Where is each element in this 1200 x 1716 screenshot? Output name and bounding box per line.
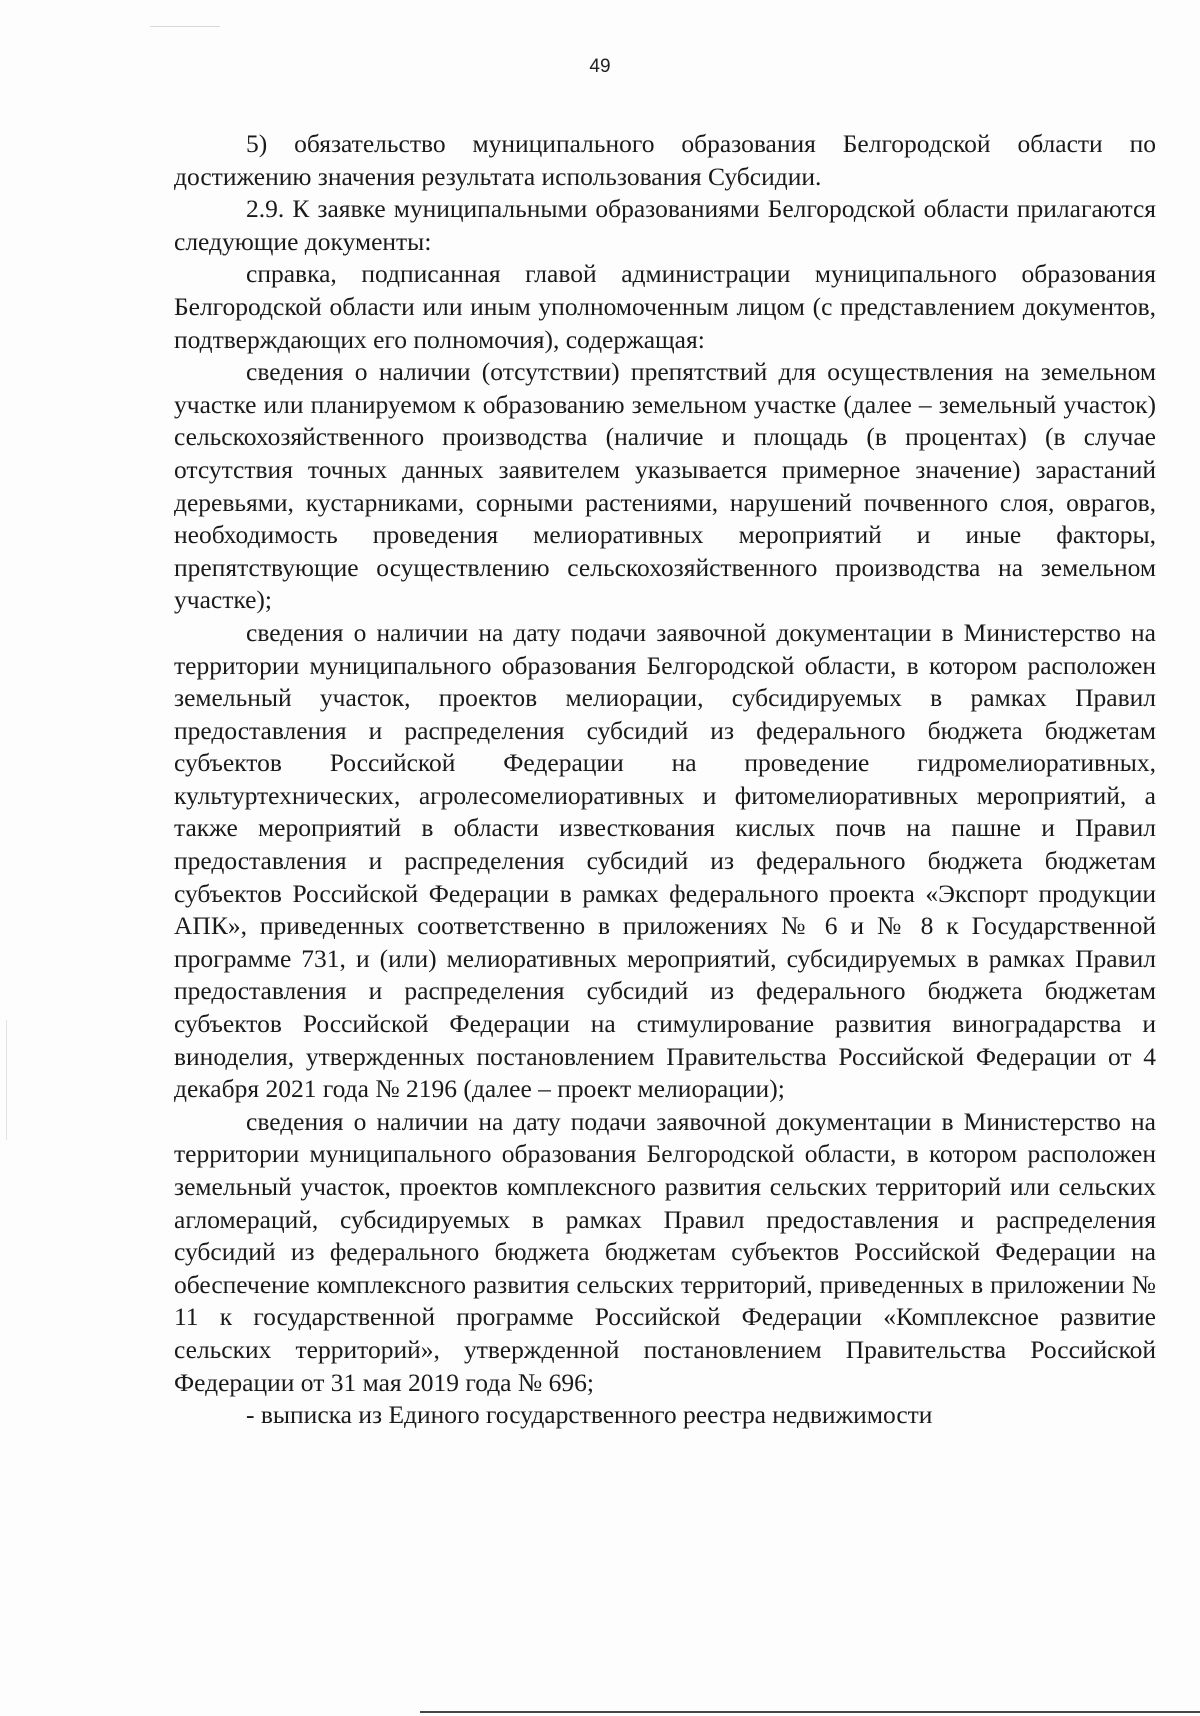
paragraph-melioration-projects: сведения о наличии на дату подачи заявочной документации в Министерство на территории муниципального образования Белгородской области, в котором расположен земельный участок, проектов мелиорации, субсидируемых в рамках Правил предоставления и распределения субсидий из федерального бюджета бюджетам субъектов Российской Федерации на проведение гидромелиоративных, культуртехнических, агролесомелиоративных и фитомелиоративных мероприятий, а также мероприятий в области известкования кислых почв на пашне и Правил предоставления и распределения субсидий из федерального бюджета бюджетам субъектов Российской Федерации в рамках федерального проекта «Экспорт продукции АПК», приведенных соответственно в приложениях № 6 и № 8 к Государственной программе 731, и (или) мелиоративных мероприятий, субсидируемых в рамках Правил предоставления и распределения субсидий из федерального бюджета бюджетам субъектов Российской Федерации на стимулирование развития виноградарства и виноделия, утвержденных постановлением Правительства Российской Федерации от 4 декабря 2021 года № 2196 (далее – проект мелиорации); (174, 617, 1156, 1104)
paragraph-certificate: справка, подписанная главой администрации муниципального образования Белгородской области или иным уполномоченным лицом (с представлением документов, подтверждающих его полномочия), содержащая: (174, 259, 1156, 354)
scan-artifact-left-edge (6, 1020, 7, 1140)
paragraph-clause-2-9: 2.9. К заявке муниципальными образованиями Белгородской области прилагаются следующие документы: (174, 194, 1156, 256)
paragraph-obstacles-info: сведения о наличии (отсутствии) препятствий для осуществления на земельном участке или планируемом к образованию земельном участке (далее – земельный участок) сельскохозяйственного производства (наличие и площадь (в процентах) (в случае отсутствия точных данных заявителем указывается примерное значение) зарастаний деревьями, кустарниками, сорными растениями, нарушений почвенного слоя, оврагов, необходимость проведения мелиоративных мероприятий и иные факторы, препятствующие осуществлению сельскохозяйственного производства на земельном участке); (174, 357, 1156, 615)
scan-artifact-bottom-line (420, 1711, 1200, 1713)
scan-artifact-top (150, 26, 220, 27)
page-number: 49 (589, 56, 611, 77)
document-body (174, 128, 1156, 1432)
paragraph-registry-extract: - выписка из Единого государственного реестра недвижимости (246, 1400, 933, 1430)
paragraph-obligation: 5) обязательство муниципального образования Белгородской области по достижению значения результата использования Субсидии. (174, 129, 1156, 191)
paragraph-rural-development-projects: сведения о наличии на дату подачи заявочной документации в Министерство на территории муниципального образования Белгородской области, в котором расположен земельный участок, проектов комплексного развития сельских территорий или сельских агломераций, субсидируемых в рамках Правил предоставления и распределения субсидий из федерального бюджета бюджетам субъектов Российской Федерации на обеспечение комплексного развития сельских территорий, приведенных в приложении № 11 к государственной программе Российской Федерации «Комплексное развитие сельских территорий», утвержденной постановлением Правительства Российской Федерации от 31 мая 2019 года № 696; (174, 1106, 1156, 1397)
